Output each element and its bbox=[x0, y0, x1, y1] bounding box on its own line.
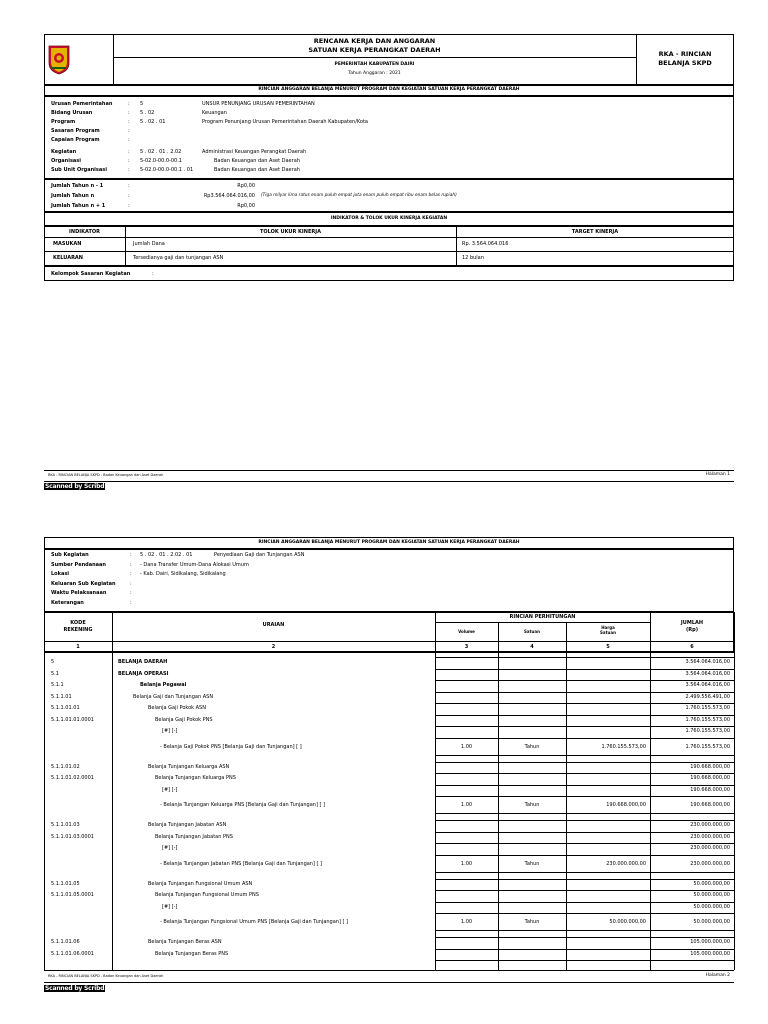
row-jumlah: 3.564.064.016,00 bbox=[685, 659, 730, 665]
row-divider bbox=[435, 872, 734, 873]
row-jumlah: 50.000.000,00 bbox=[693, 880, 730, 887]
info-label: Bidang Urusan bbox=[51, 110, 93, 116]
info-desc: Program Penunjang Urusan Pemerintahan Daerah Kabupaten/Kota bbox=[202, 119, 368, 125]
jumlah-colon: : bbox=[128, 203, 130, 209]
col-num-2: 2 bbox=[271, 644, 276, 650]
col-uraian: URAIAN bbox=[262, 622, 285, 628]
col-harga-1: Harga bbox=[601, 625, 615, 630]
row-uraian: - Belanja Gaji Pokok PNS [Belanja Gaji dan Tunjangan] [ ] bbox=[160, 743, 302, 750]
info-desc: Badan Keuangan dan Aset Daerah bbox=[214, 167, 300, 173]
row-kode: 5.1.1.01.03 bbox=[51, 822, 80, 828]
sub-info-label: Sumber Pendanaan bbox=[51, 561, 106, 568]
row-jumlah: 190.668.000,00 bbox=[690, 775, 730, 781]
row-kode: 5.1.1.01.01.0001 bbox=[51, 716, 94, 723]
row-kode: 5.1.1.01.06 bbox=[51, 939, 80, 945]
info-desc: UNSUR PENUNJANG URUSAN PEMERINTAHAN bbox=[202, 101, 315, 107]
row-satuan: Tahun bbox=[524, 743, 540, 750]
jumlah-label: Jumlah Tahun n - 1 bbox=[51, 183, 104, 189]
info-colon: : bbox=[128, 119, 130, 125]
sub-info-code: 5 . 02 . 01 . 2.02 . 01 bbox=[140, 552, 193, 558]
row-jumlah: 1.760.155.573,00 bbox=[685, 716, 730, 723]
indikator-title: INDIKATOR & TOLOK UKUR KINERJA KEGIATAN bbox=[330, 216, 448, 221]
doc-title-2: SATUAN KERJA PERANGKAT DAERAH bbox=[308, 46, 441, 54]
row-uraian: Belanja Tunjangan Keluarga ASN bbox=[148, 763, 230, 770]
row-kode: 5.1.1.01.03.0001 bbox=[51, 833, 94, 840]
row-kode: 5.1.1 bbox=[51, 682, 64, 688]
info-desc: Administrasi Keuangan Perangkat Daerah bbox=[202, 149, 307, 155]
tahun-anggaran: Tahun Anggaran : 2021 bbox=[348, 71, 401, 76]
info-label: Organisasi bbox=[51, 158, 81, 164]
row-uraian: - Belanja Tunjangan Keluarga PNS [Belanja Gaji dan Tunjangan] [ ] bbox=[160, 802, 325, 808]
row-divider bbox=[435, 832, 734, 833]
col-kode-2: REKENING bbox=[63, 627, 93, 633]
row-uraian: Belanja Tunjangan Jabatan PNS bbox=[155, 833, 233, 840]
footer-doc-name: RKA - RINCIAN BELANJA SKPD - Badan Keuangan dan Aset Daerah bbox=[48, 473, 164, 477]
row-uraian: Belanja Gaji dan Tunjangan ASN bbox=[133, 693, 214, 700]
jumlah-label: Jumlah Tahun n + 1 bbox=[51, 203, 106, 209]
info-desc: Badan Keuangan dan Aset Daerah bbox=[214, 158, 300, 164]
col-num-5: 5 bbox=[606, 644, 610, 650]
row-uraian: - Belanja Tunjangan Jabatan PNS [Belanja Gaji dan Tunjangan] [ ] bbox=[160, 860, 323, 867]
row-kode: 5.1.1.01.01 bbox=[51, 705, 80, 711]
row-jumlah: 50.000.000,00 bbox=[693, 892, 730, 898]
row-uraian: Belanja Tunjangan Beras ASN bbox=[148, 939, 222, 945]
kelompok-colon: : bbox=[152, 271, 154, 277]
row-divider bbox=[435, 820, 734, 821]
ind-row-tolok: Jumlah Dana bbox=[133, 241, 165, 247]
row-jumlah: 230.000.000,00 bbox=[690, 860, 730, 867]
info-label: Kegiatan bbox=[51, 149, 77, 155]
col-num-6: 6 bbox=[690, 644, 694, 650]
row-uraian: Belanja Tunjangan Keluarga PNS bbox=[155, 775, 236, 781]
row-jumlah: 230.000.000,00 bbox=[690, 833, 730, 840]
info-code: 5 . 02 bbox=[140, 110, 155, 116]
row-kode: 5.1.1.01.02 bbox=[51, 763, 80, 770]
row-uraian: [#] [-] bbox=[162, 903, 178, 910]
row-uraian: Belanja Tunjangan Jabatan ASN bbox=[148, 822, 227, 828]
kelompok-label: Kelompok Sasaran Kegiatan bbox=[51, 271, 131, 277]
page-number: Halaman 1 bbox=[705, 472, 730, 477]
row-harga: 1.760.155.573,00 bbox=[601, 743, 646, 750]
row-jumlah: 105.000.000,00 bbox=[690, 950, 730, 957]
col-volume: Volume bbox=[458, 629, 475, 634]
row-divider bbox=[435, 949, 734, 950]
sub-info-label: Keterangan bbox=[51, 599, 84, 606]
row-jumlah: 3.564.064.016,00 bbox=[685, 670, 730, 677]
row-uraian: [#] [-] bbox=[162, 845, 178, 851]
row-jumlah: 190.668.000,00 bbox=[690, 786, 730, 793]
row-divider bbox=[435, 755, 734, 756]
row-kode: 5.1.1.01.06.0001 bbox=[51, 950, 94, 957]
row-kode: 5.1 bbox=[51, 670, 59, 677]
row-uraian: Belanja Tunjangan Fungsional Umum PNS bbox=[155, 892, 259, 898]
row-kode: 5.1.1.01.05 bbox=[51, 880, 80, 887]
row-divider bbox=[435, 937, 734, 938]
row-divider bbox=[435, 913, 734, 914]
info-code: 5-02.0-00.0-00.1 . 01 bbox=[140, 167, 194, 173]
row-satuan: Tahun bbox=[524, 860, 540, 867]
sub-info-code: - Kab. Dairi, Sidikalang, Sidikalang bbox=[140, 571, 226, 577]
sub-info-desc: Penyediaan Gaji dan Tunjangan ASN bbox=[214, 552, 305, 558]
row-harga: 190.668.000,00 bbox=[606, 802, 646, 808]
row-jumlah: 230.000.000,00 bbox=[690, 845, 730, 851]
sub-info-colon: : bbox=[130, 552, 132, 558]
col-rincian: RINCIAN PERHITUNGAN bbox=[509, 614, 576, 620]
ind-row-indikator: MASUKAN bbox=[53, 241, 82, 247]
sub-info-label: Sub Kegiatan bbox=[51, 552, 89, 558]
ind-header-target: TARGET KINERJA bbox=[571, 229, 619, 235]
sub-info-label: Keluaran Sub Kegiatan bbox=[51, 580, 116, 587]
row-jumlah: 2.499.556.491,00 bbox=[685, 693, 730, 700]
row-divider bbox=[435, 879, 734, 880]
row-satuan: Tahun bbox=[524, 919, 540, 925]
info-label: Program bbox=[51, 119, 76, 125]
row-jumlah: 105.000.000,00 bbox=[690, 939, 730, 945]
row-jumlah: 50.000.000,00 bbox=[693, 919, 730, 925]
ind-row-target: Rp. 3.564.064.016 bbox=[462, 241, 509, 247]
pemda-name: PEMERINTAH KABUPATEN DAIRI bbox=[334, 62, 415, 67]
jumlah-value: Rp3.564.064.016,00 bbox=[203, 193, 255, 199]
row-harga: 50.000.000,00 bbox=[609, 919, 646, 925]
rka-label-1: RKA - RINCIAN bbox=[658, 50, 712, 58]
row-divider bbox=[435, 715, 734, 716]
row-divider bbox=[435, 773, 734, 774]
section-title: RINCIAN ANGGARAN BELANJA MENURUT PROGRAM DAN KEGIATAN SATUAN KERJA PERANGKAT DAERAH bbox=[258, 540, 520, 545]
row-satuan: Tahun bbox=[524, 802, 540, 808]
doc-title-1: RENCANA KERJA DAN ANGGARAN bbox=[313, 37, 436, 45]
ind-row-target: 12 bulan bbox=[462, 255, 484, 261]
jumlah-terbilang: (Tiga milyar lima ratus enam puluh empat juta enam puluh empat ribu enam belas rupiah) bbox=[261, 193, 457, 198]
info-colon: : bbox=[128, 149, 130, 155]
row-divider bbox=[435, 855, 734, 856]
row-uraian: Belanja Pegawai bbox=[140, 682, 187, 688]
row-divider bbox=[435, 902, 734, 903]
row-uraian: Belanja Gaji Pokok ASN bbox=[148, 705, 206, 711]
info-colon: : bbox=[128, 128, 130, 134]
sub-info-colon: : bbox=[130, 571, 132, 577]
jumlah-value: Rp0,00 bbox=[237, 183, 255, 189]
row-divider bbox=[435, 930, 734, 931]
sub-info-label: Waktu Pelaksanaan bbox=[51, 590, 107, 596]
row-divider bbox=[435, 669, 734, 670]
row-divider bbox=[435, 843, 734, 844]
info-desc: Keuangan bbox=[202, 110, 227, 116]
row-divider bbox=[435, 738, 734, 739]
row-uraian: - Belanja Tunjangan Fungsional Umum PNS [Belanja Gaji dan Tunjangan] [ ] bbox=[160, 919, 348, 925]
info-colon: : bbox=[128, 158, 130, 164]
page-number: Halaman 2 bbox=[705, 973, 730, 978]
col-jumlah-2: (Rp) bbox=[686, 627, 698, 633]
row-uraian: BELANJA DAERAH bbox=[118, 659, 168, 665]
col-num-1: 1 bbox=[76, 644, 80, 650]
rka-label-2: BELANJA SKPD bbox=[658, 59, 712, 67]
row-kode: 5.1.1.01.02.0001 bbox=[51, 775, 94, 781]
row-divider bbox=[435, 762, 734, 763]
info-label: Urusan Pemerintahan bbox=[51, 101, 113, 107]
row-uraian: Belanja Tunjangan Fungsional Umum ASN bbox=[148, 880, 253, 887]
row-uraian: Belanja Tunjangan Beras PNS bbox=[155, 950, 229, 957]
row-uraian: Belanja Gaji Pokok PNS bbox=[155, 716, 213, 723]
row-uraian: [#] [-] bbox=[162, 786, 178, 793]
row-kode: 5.1.1.01 bbox=[51, 693, 72, 700]
col-satuan: Satuan bbox=[524, 629, 540, 634]
row-divider bbox=[435, 680, 734, 681]
ind-row-indikator: KELUARAN bbox=[53, 255, 83, 261]
row-divider bbox=[435, 890, 734, 891]
col-kode-1: KODE bbox=[70, 620, 86, 626]
jumlah-value: Rp0,00 bbox=[237, 203, 255, 209]
row-jumlah: 3.564.064.016,00 bbox=[685, 682, 730, 688]
row-jumlah: 50.000.000,00 bbox=[693, 903, 730, 910]
row-jumlah: 1.760.155.573,00 bbox=[685, 728, 730, 734]
scribd-watermark: Scanned by Scribd bbox=[45, 483, 105, 490]
row-uraian: BELANJA OPERASI bbox=[118, 670, 169, 677]
row-harga: 230.000.000,00 bbox=[606, 860, 646, 867]
row-divider bbox=[435, 960, 734, 961]
sub-info-code: - Dana Transfer Umum-Dana Alokasi Umum bbox=[140, 561, 249, 568]
footer-doc-name: RKA - RINCIAN BELANJA SKPD - Badan Keuangan dan Aset Daerah bbox=[48, 974, 164, 978]
jumlah-colon: : bbox=[128, 183, 130, 189]
sub-info-colon: : bbox=[130, 599, 132, 606]
row-divider bbox=[435, 813, 734, 814]
sub-info-colon: : bbox=[130, 580, 132, 587]
section-title: RINCIAN ANGGARAN BELANJA MENURUT PROGRAM DAN KEGIATAN SATUAN KERJA PERANGKAT DAERAH bbox=[258, 87, 520, 92]
shield-emblem-icon bbox=[48, 45, 70, 75]
row-kode: 5 bbox=[51, 659, 55, 665]
info-code: 5-02.0-00.0-00.1 bbox=[140, 158, 182, 164]
row-volume: 1.00 bbox=[460, 743, 473, 750]
jumlah-colon: : bbox=[128, 193, 130, 199]
info-colon: : bbox=[128, 101, 130, 107]
row-divider bbox=[435, 796, 734, 797]
row-jumlah: 230.000.000,00 bbox=[690, 822, 730, 828]
pemda-logo bbox=[47, 37, 71, 83]
row-jumlah: 190.668.000,00 bbox=[690, 802, 730, 808]
info-code: 5 . 02 . 01 . 2.02 bbox=[140, 149, 182, 155]
row-divider bbox=[435, 692, 734, 693]
row-divider bbox=[435, 703, 734, 704]
ind-header-tolok: TOLOK UKUR KINERJA bbox=[260, 229, 321, 235]
info-code: 5 bbox=[140, 101, 144, 107]
info-colon: : bbox=[128, 167, 130, 173]
sub-info-label: Lokasi bbox=[51, 571, 70, 577]
row-volume: 1.00 bbox=[460, 802, 473, 808]
row-divider bbox=[435, 657, 734, 658]
row-divider bbox=[435, 726, 734, 727]
info-label: Sasaran Program bbox=[51, 128, 100, 134]
row-volume: 1.00 bbox=[460, 860, 473, 867]
ind-row-tolok: Tersedianya gaji dan tunjangan ASN bbox=[133, 255, 224, 261]
row-volume: 1.00 bbox=[460, 919, 473, 925]
info-label: Sub Unit Organisasi bbox=[51, 167, 107, 173]
col-jumlah-1: JUMLAH bbox=[680, 620, 704, 626]
row-jumlah: 1.760.155.573,00 bbox=[685, 705, 730, 711]
row-uraian: [#] [-] bbox=[162, 728, 178, 734]
jumlah-label: Jumlah Tahun n bbox=[51, 193, 95, 199]
sub-info-colon: : bbox=[130, 590, 132, 596]
col-harga-2: Satuan bbox=[600, 630, 616, 635]
info-colon: : bbox=[128, 110, 130, 116]
info-colon: : bbox=[128, 137, 130, 143]
info-label: Capaian Program bbox=[51, 137, 100, 143]
col-num-4: 4 bbox=[530, 644, 534, 650]
sub-kegiatan-info bbox=[44, 549, 734, 612]
sub-info-colon: : bbox=[130, 561, 132, 568]
row-kode: 5.1.1.01.05.0001 bbox=[51, 892, 94, 898]
col-num-3: 3 bbox=[464, 644, 469, 650]
row-jumlah: 1.760.155.573,00 bbox=[685, 743, 730, 750]
ind-header-indikator: INDIKATOR bbox=[69, 229, 100, 235]
scribd-watermark: Scanned by Scribd bbox=[45, 985, 105, 992]
row-divider bbox=[435, 785, 734, 786]
row-jumlah: 190.668.000,00 bbox=[690, 763, 730, 770]
info-code: 5 . 02 . 01 bbox=[140, 119, 166, 125]
